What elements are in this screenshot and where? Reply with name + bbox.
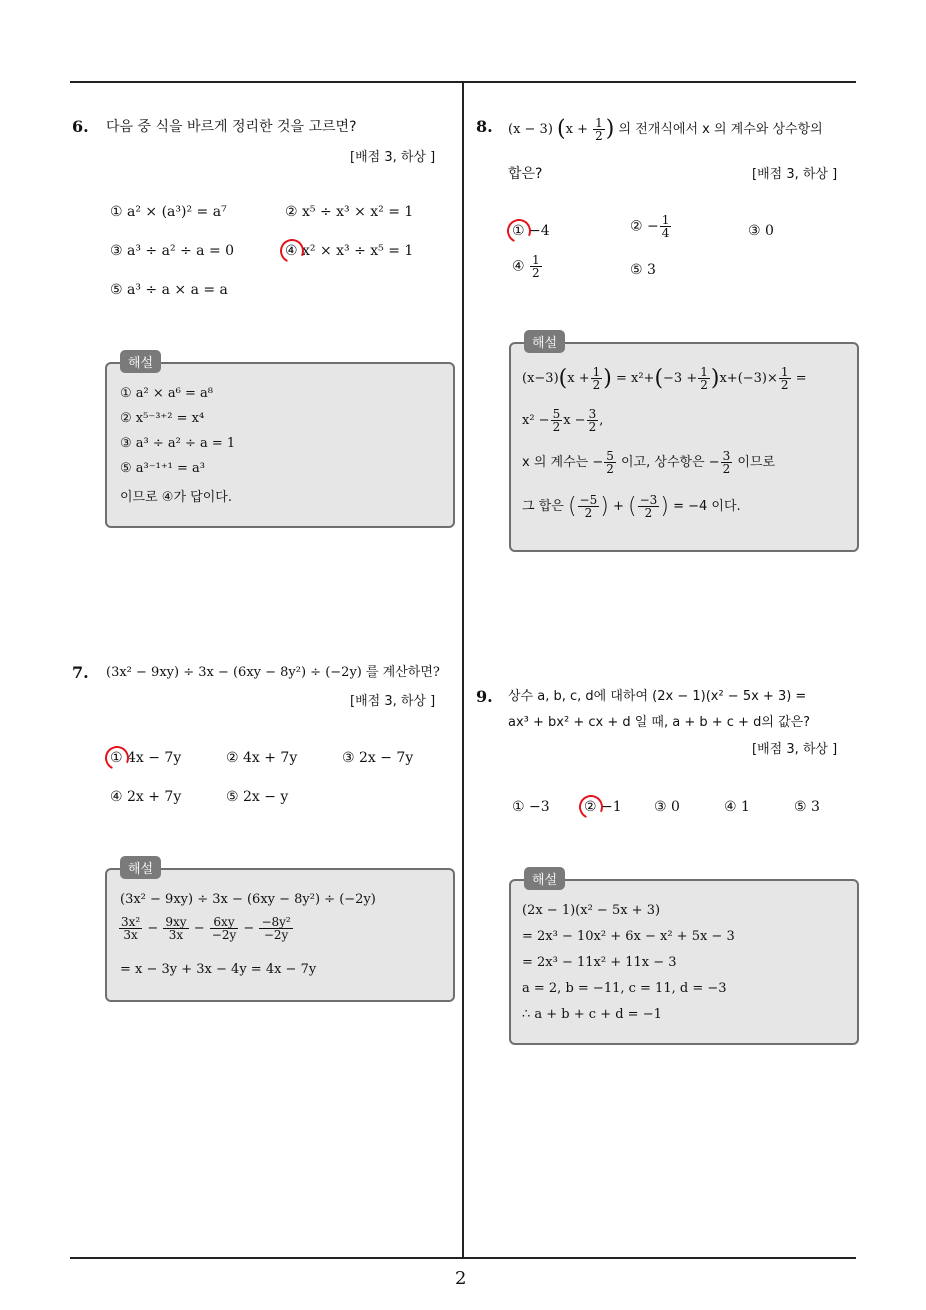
choice-1[interactable]: ① a² × (a³)² = a⁷ [110, 204, 227, 220]
question-meta: [배점 3, 하상 ] [752, 167, 838, 182]
choice-3[interactable]: ③ 0 [654, 799, 680, 815]
solution-line: ① a² × a⁶ = a⁸ [120, 386, 213, 401]
solution-line: (2x − 1)(x² − 5x + 3) [522, 903, 661, 918]
question-text: (x − 3) (x + $\frac{1}{2}$ ) 의 전개식에서 x 의 계수와 상수항의 [508, 116, 823, 143]
solution-tag: 해설 [524, 867, 565, 890]
operator: − [147, 921, 159, 936]
choice-5[interactable]: ⑤ 3 [630, 262, 656, 278]
question-text-cont: 합은? [508, 166, 543, 182]
solution-line: ∴ a + b + c + d = −1 [522, 1007, 662, 1022]
fraction: $\frac{6xy}{-2y}$ [211, 915, 237, 942]
solution-line: (3x² − 9xy) ÷ 3x − (6xy − 8y²) ÷ (−2y) [120, 892, 376, 907]
choice-2[interactable]: ② −1 [584, 799, 622, 815]
question-number: 7. [72, 663, 89, 682]
choice-2[interactable]: ② 4x + 7y [226, 750, 298, 766]
question-meta: [배점 3, 하상 ] [350, 150, 436, 165]
choice-1[interactable]: ① −4 [512, 223, 550, 239]
question-text: 상수 a, b, c, d에 대하여 (2x − 1)(x² − 5x + 3) = [508, 689, 807, 704]
operator: − [193, 921, 205, 936]
fraction: $\frac{9xy}{3x}$ [165, 915, 187, 942]
page-number: 2 [455, 1268, 467, 1289]
question-number: 8. [476, 117, 493, 136]
choice-1[interactable]: ① −3 [512, 799, 550, 815]
solution-line: 그 합은 ( $\frac{-5}{2}$ ) + ( $\frac{-3}{2}$ ) = −4 이다. [522, 493, 741, 520]
choice-4[interactable]: ④ 2x + 7y [110, 789, 182, 805]
question-number: 9. [476, 687, 493, 706]
choice-5[interactable]: ⑤ a³ ÷ a × a = a [110, 282, 228, 298]
answer-mark [576, 792, 607, 823]
solution-line: ⑤ a³⁻¹⁺¹ = a³ [120, 461, 206, 476]
question-text: 다음 중 식을 바르게 정리한 것을 고르면? [106, 119, 357, 135]
solution-line: = 2x³ − 11x² + 11x − 3 [522, 955, 677, 970]
choice-3[interactable]: ③ 0 [748, 223, 774, 239]
choice-4[interactable]: ④ $\frac{1}{2}$ [512, 253, 540, 280]
solution-line: = 2x³ − 10x² + 6x − x² + 5x − 3 [522, 929, 735, 944]
solution-line: = x − 3y + 3x − 4y = 4x − 7y [120, 962, 317, 977]
answer-mark [504, 216, 535, 247]
answer-mark [102, 743, 133, 774]
choice-2[interactable]: ② x⁵ ÷ x³ × x² = 1 [285, 204, 414, 220]
fraction: $\frac{1}{2}$ [595, 116, 603, 143]
solution-line: ③ a³ ÷ a² ÷ a = 1 [120, 436, 236, 451]
choice-1[interactable]: ① 4x − 7y [110, 750, 182, 766]
choice-5[interactable]: ⑤ 3 [794, 799, 820, 815]
solution-tag: 해설 [120, 350, 161, 373]
solution-line: x² − $\frac{5}{2}$ x − $\frac{3}{2}$ , [522, 407, 604, 434]
question-text-cont: ax³ + bx² + cx + d 일 때, a + b + c + d의 값은? [508, 715, 811, 730]
question-number: 6. [72, 117, 89, 136]
operator: − [243, 921, 255, 936]
solution-line: a = 2, b = −11, c = 11, d = −3 [522, 981, 727, 996]
solution-line: ② x⁵⁻³⁺² = x⁴ [120, 411, 205, 426]
question-meta: [배점 3, 하상 ] [752, 742, 838, 757]
solution-line: x 의 계수는 − $\frac{5}{2}$ 이고, 상수항은 − $\frac{3}{2}$ 이므로 [522, 449, 776, 476]
solution-tag: 해설 [524, 330, 565, 353]
solution-fractions [118, 916, 294, 941]
solution-line: (x−3)(x + $\frac{1}{2}$ ) = x²+(−3 + $\frac{1}{2}$ )x+(−3)× $\frac{1}{2}$ = [522, 365, 807, 392]
answer-mark [277, 236, 308, 267]
solution-line: 이므로 ④가 답이다. [120, 490, 232, 505]
question-text: (3x² − 9xy) ÷ 3x − (6xy − 8y²) ÷ (−2y) 를 계산하면? [106, 665, 440, 680]
question-meta: [배점 3, 하상 ] [350, 694, 436, 709]
column-divider [462, 83, 464, 1258]
choice-4[interactable]: ④ x² × x³ ÷ x⁵ = 1 [285, 243, 414, 259]
choice-2[interactable]: ② − $\frac{1}{4}$ [630, 213, 670, 240]
fraction: $\frac{\text{3x²}}{3x}$ [121, 915, 141, 942]
choice-4[interactable]: ④ 1 [724, 799, 750, 815]
solution-tag: 해설 [120, 856, 161, 879]
choice-3[interactable]: ③ 2x − 7y [342, 750, 414, 766]
choice-5[interactable]: ⑤ 2x − y [226, 789, 289, 805]
bottom-rule [70, 1257, 856, 1259]
choice-3[interactable]: ③ a³ ÷ a² ÷ a = 0 [110, 243, 235, 259]
fraction: $\frac{\text{−8y²}}{-2y}$ [261, 915, 291, 942]
